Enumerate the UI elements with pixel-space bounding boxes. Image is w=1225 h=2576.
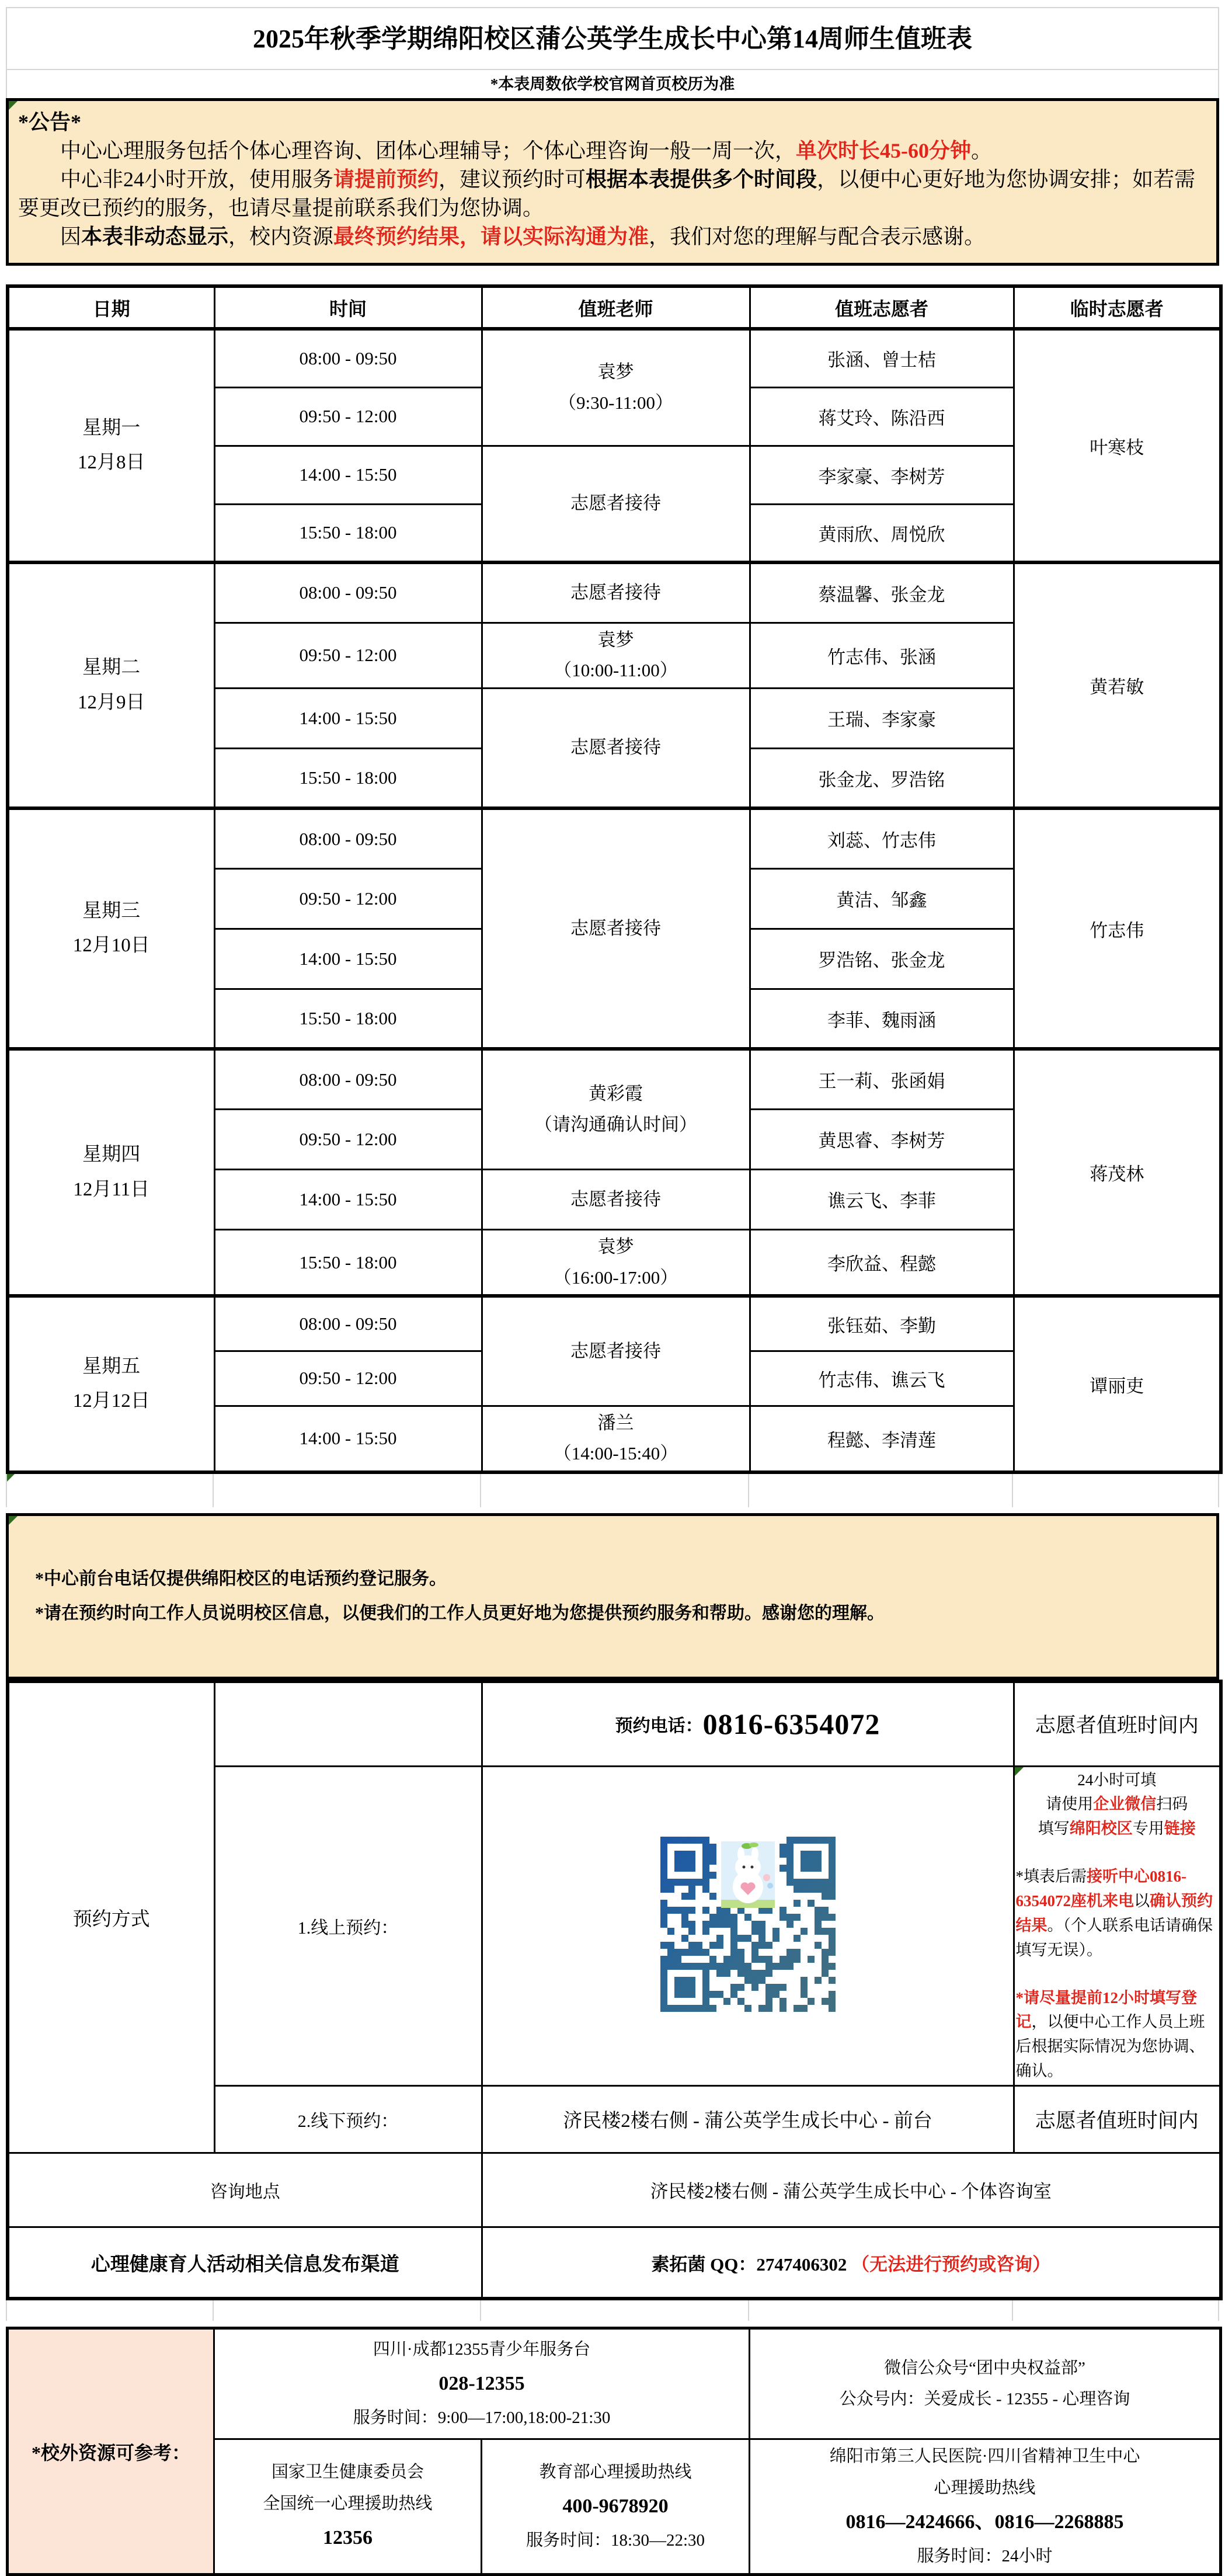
volunteers-cell: 谯云飞、李菲	[750, 1169, 1014, 1229]
day-date: 12月10日	[72, 935, 150, 957]
instruction-line	[1016, 1817, 1219, 1841]
text-segment: ，以便中心更好地为您协调安排；如若需要更改已预约的服务，也请尽量提前联系我们为您协调。	[18, 168, 1196, 220]
text-segment: 。（个人联系电话请确保填写无误）。	[1015, 1916, 1213, 1959]
text-segment: 扫码	[1156, 1795, 1188, 1813]
text-segment: 确认预约结果	[1015, 1892, 1213, 1934]
reservation-method-label: 预约方式	[8, 1681, 214, 2153]
teacher-cell	[482, 329, 750, 446]
consult-location-row	[8, 2153, 1221, 2227]
text-segment: 24小时可填	[1077, 1771, 1157, 1789]
text-segment: *填表后需	[1015, 1868, 1087, 1886]
phone-number: 0816-6354072	[702, 1708, 881, 1741]
resource-nhc-hotline	[214, 2439, 482, 2575]
text-segment: 请使用	[1046, 1795, 1094, 1813]
resource-line: 国家卫生健康委员会	[271, 2463, 424, 2482]
time-cell: 15:50 - 18:00	[214, 504, 482, 562]
teacher-cell	[482, 1406, 750, 1472]
resource-wechat-official	[750, 2328, 1221, 2439]
temp-volunteer-cell: 竹志伟	[1014, 808, 1221, 1049]
time-cell: 14:00 - 15:50	[214, 929, 482, 989]
text-segment: 本表非动态显示	[81, 225, 229, 248]
time-cell: 14:00 - 15:50	[214, 446, 482, 504]
resource-line: 公众号内：关爱成长 - 12355 - 心理咨询	[839, 2390, 1130, 2409]
phone-booking-row	[8, 1681, 1221, 1766]
text-segment: 绵阳校区	[1069, 1820, 1133, 1838]
col-header-date: 日期	[8, 286, 214, 329]
day-date: 12月12日	[72, 1390, 150, 1412]
text-segment: 接听中心0816-6354072座机来电	[1015, 1868, 1186, 1910]
text-segment: 最终预约结果，请以实际沟通为准	[333, 225, 649, 248]
availability-cell: 志愿者值班时间内	[1014, 2085, 1221, 2153]
resource-line: 028-12355	[439, 2372, 525, 2394]
volunteers-cell: 李菲、魏雨涵	[750, 989, 1014, 1049]
spacer-row	[6, 2300, 1219, 2327]
temp-volunteer-cell: 谭丽吏	[1014, 1296, 1221, 1472]
cell-note-marker	[9, 1516, 18, 1525]
resource-mianyang-hospital	[750, 2439, 1221, 2575]
announcement-paragraph	[18, 137, 1207, 165]
teacher-note: （请沟通确认时间）	[534, 1114, 697, 1135]
volunteers-cell: 竹志伟、张涵	[750, 623, 1014, 688]
resource-line: 教育部心理援助热线	[539, 2463, 692, 2482]
cell-note-marker	[1015, 1767, 1024, 1776]
teacher-name: 志愿者接待	[570, 737, 661, 758]
duty-row	[8, 1049, 1221, 1109]
duty-row	[8, 329, 1221, 387]
volunteers-cell: 刘蕊、竹志伟	[750, 808, 1014, 868]
time-cell: 08:00 - 09:50	[214, 808, 482, 868]
resource-line: 微信公众号“团中央权益部”	[884, 2358, 1085, 2377]
offline-booking-label: 2.线下预约：	[214, 2085, 482, 2153]
text-segment: ，建议预约时可	[439, 168, 586, 191]
resource-line: 全国统一心理援助热线	[263, 2494, 433, 2513]
instruction-line	[1016, 1768, 1219, 1793]
day-cell	[8, 1296, 214, 1472]
duty-row	[8, 562, 1221, 623]
gridline	[480, 2300, 481, 2321]
time-cell: 08:00 - 09:50	[214, 562, 482, 623]
text-segment: 填写	[1038, 1820, 1070, 1838]
reservation-table	[6, 1680, 1223, 2300]
resource-line: 服务时间：18:30—22:30	[526, 2530, 705, 2550]
time-cell: 09:50 - 12:00	[214, 623, 482, 688]
info-channel-label: 心理健康育人活动相关信息发布渠道	[8, 2227, 482, 2299]
col-header-teacher: 值班老师	[482, 286, 750, 329]
announcement-paragraph	[18, 223, 1207, 251]
time-cell: 14:00 - 15:50	[214, 688, 482, 748]
volunteers-cell: 王瑞、李家豪	[750, 688, 1014, 748]
volunteers-cell: 王一莉、张函娟	[750, 1049, 1014, 1109]
teacher-name: 志愿者接待	[570, 582, 661, 603]
teacher-name: 袁梦	[597, 1236, 634, 1257]
instruction-line	[1016, 1792, 1219, 1817]
external-row	[8, 2328, 1221, 2439]
phone-label: 预约电话：	[615, 1716, 703, 1736]
resource-line: 服务时间：9:00—17:00,18:00-21:30	[353, 2408, 611, 2427]
gridline	[1218, 1474, 1219, 1507]
text-segment: 以	[1134, 1892, 1150, 1910]
day-cell	[8, 808, 214, 1049]
teacher-name: 黄彩霞	[589, 1083, 643, 1104]
teacher-note: （9:30-11:00）	[558, 392, 673, 413]
day-name: 星期三	[82, 900, 141, 922]
instruction-line	[1016, 1986, 1219, 2084]
day-date: 12月11日	[73, 1179, 150, 1200]
volunteers-cell: 张涵、曾士桔	[750, 329, 1014, 387]
temp-volunteer-cell: 蒋茂林	[1014, 1049, 1221, 1296]
text-segment: 因	[60, 225, 82, 248]
online-instructions	[1016, 1768, 1219, 2084]
page-subtitle: *本表周数依学校官网首页校历为准	[6, 70, 1219, 98]
instruction-line	[1016, 1865, 1219, 1962]
volunteers-cell: 罗浩铭、张金龙	[750, 929, 1014, 989]
gridline	[748, 2300, 749, 2321]
col-header-time: 时间	[214, 286, 482, 329]
day-cell	[8, 562, 214, 808]
text-segment: ，校内资源	[228, 225, 334, 248]
duty-row	[8, 1296, 1221, 1351]
cell-note-marker	[6, 1474, 15, 1483]
teacher-cell	[482, 623, 750, 688]
time-cell: 09:50 - 12:00	[214, 1109, 482, 1169]
time-cell: 09:50 - 12:00	[214, 1351, 482, 1406]
text-segment: 单次时长45-60分钟	[796, 139, 972, 162]
volunteers-cell: 黄洁、邹鑫	[750, 868, 1014, 929]
phone-notice-line: *请在预约时向工作人员说明校区信息，以便我们的工作人员更好地为您提供预约服务和帮助。感谢您的理解。	[35, 1603, 885, 1623]
volunteers-cell: 李家豪、李树芳	[750, 446, 1014, 504]
time-cell: 09:50 - 12:00	[214, 868, 482, 929]
cell-note-marker	[9, 101, 18, 110]
online-booking-label: 1.线上预约：	[214, 1766, 482, 2085]
time-cell: 15:50 - 18:00	[214, 1229, 482, 1296]
day-name: 星期二	[82, 657, 141, 679]
resource-line: 12356	[323, 2526, 373, 2549]
time-cell: 08:00 - 09:50	[214, 1296, 482, 1351]
text-segment: 中心心理服务包括个体心理咨询、团体心理辅导；个体心理咨询一般一周一次，	[60, 139, 796, 162]
phone-notice-box	[6, 1513, 1219, 1680]
resource-line: 心理援助热线	[934, 2478, 1036, 2498]
teacher-cell	[482, 1049, 750, 1169]
time-cell: 14:00 - 15:50	[214, 1406, 482, 1472]
info-channel-row	[8, 2227, 1221, 2299]
day-date: 12月8日	[78, 452, 145, 473]
qr-cell	[482, 1766, 1014, 2085]
text-segment: 。	[971, 139, 993, 162]
time-cell: 08:00 - 09:50	[214, 329, 482, 387]
resource-moe-hotline	[482, 2439, 750, 2575]
volunteers-cell: 竹志伟、谯云飞	[750, 1351, 1014, 1406]
teacher-note: （14:00-15:40）	[553, 1443, 678, 1464]
volunteers-cell: 蒋艾玲、陈沿西	[750, 387, 1014, 446]
availability-cell: 志愿者值班时间内	[1014, 1681, 1221, 1766]
time-cell: 15:50 - 18:00	[214, 989, 482, 1049]
resource-line: 四川·成都12355青少年服务台	[373, 2340, 591, 2359]
duty-roster-table	[6, 284, 1223, 1474]
resource-line: 绵阳市第三人民医院·四川省精神卫生中心	[829, 2447, 1140, 2466]
online-instructions-cell	[1014, 1766, 1221, 2085]
volunteers-cell: 张金龙、罗浩铭	[750, 748, 1014, 808]
resource-chengdu12355	[214, 2328, 750, 2439]
announcement-box	[6, 98, 1219, 266]
phone-notice-line: *中心前台电话仅提供绵阳校区的电话预约登记服务。	[35, 1569, 447, 1589]
text-segment: 链接	[1164, 1820, 1196, 1838]
announcement-paragraph	[18, 165, 1207, 223]
gridline	[213, 2300, 214, 2321]
teacher-note: （10:00-11:00）	[554, 660, 678, 681]
text-segment: 企业微信	[1093, 1795, 1157, 1813]
day-name: 星期四	[82, 1144, 141, 1166]
gridline	[6, 1474, 7, 1507]
volunteers-cell: 黄思睿、李树芳	[750, 1109, 1014, 1169]
spacer-row	[6, 266, 1219, 284]
text-segment: 素拓菌 QQ：2747406302	[651, 2254, 852, 2275]
top-margin	[6, 0, 1219, 8]
phone-cell	[482, 1681, 1014, 1766]
empty-cell	[214, 1681, 482, 1766]
gridline	[748, 1474, 749, 1507]
gridline	[6, 2300, 7, 2321]
teacher-name: 志愿者接待	[570, 1188, 661, 1209]
volunteers-cell: 张钰茹、李勤	[750, 1296, 1014, 1351]
time-cell: 14:00 - 15:50	[214, 1169, 482, 1229]
offline-location: 济民楼2楼右侧 - 蒲公英学生成长中心 - 前台	[482, 2085, 1014, 2153]
teacher-name: 袁梦	[597, 629, 634, 650]
temp-volunteer-cell: 黄若敏	[1014, 562, 1221, 808]
teacher-name: 袁梦	[597, 361, 634, 383]
qr-code	[660, 1837, 836, 2015]
time-cell: 09:50 - 12:00	[214, 387, 482, 446]
duty-header-row	[8, 286, 1221, 329]
announcement-heading: *公告*	[18, 110, 82, 134]
consult-location-label: 咨询地点	[8, 2153, 482, 2227]
qr-mascot	[721, 1841, 775, 1908]
teacher-cell	[482, 1229, 750, 1296]
volunteers-cell: 李欣益、程懿	[750, 1229, 1014, 1296]
volunteers-cell: 黄雨欣、周悦欣	[750, 504, 1014, 562]
external-resources-label: *校外资源可参考：	[8, 2328, 214, 2575]
text-segment: 中心非24小时开放，使用服务	[60, 168, 334, 191]
teacher-cell	[482, 562, 750, 623]
teacher-name: 潘兰	[597, 1412, 634, 1433]
volunteers-cell: 程懿、李清莲	[750, 1406, 1014, 1472]
info-channel-value	[482, 2227, 1221, 2299]
time-cell: 08:00 - 09:50	[214, 1049, 482, 1109]
gridline	[213, 1474, 214, 1507]
teacher-name: 志愿者接待	[570, 918, 661, 939]
text-segment: ，我们对您的理解与配合表示感谢。	[649, 225, 986, 248]
resource-line: 服务时间：24小时	[917, 2546, 1053, 2565]
teacher-cell	[482, 1296, 750, 1406]
text-segment: ，以便中心工作人员上班后根据实际情况为您协调、确认。	[1015, 2013, 1205, 2080]
teacher-cell	[482, 688, 750, 808]
text-segment: 请提前预约	[333, 168, 439, 191]
day-name: 星期一	[82, 417, 141, 439]
gridline	[1218, 2300, 1219, 2321]
spacer-row	[6, 1474, 1219, 1513]
teacher-name: 志愿者接待	[570, 492, 661, 513]
time-cell: 15:50 - 18:00	[214, 748, 482, 808]
temp-volunteer-cell: 叶寒枝	[1014, 329, 1221, 562]
external-resources-table	[6, 2327, 1222, 2576]
page-title: 2025年秋季学期绵阳校区蒲公英学生成长中心第14周师生值班表	[6, 8, 1219, 70]
volunteers-cell: 蔡温馨、张金龙	[750, 562, 1014, 623]
resource-line: 400-9678920	[562, 2495, 669, 2517]
teacher-cell	[482, 1169, 750, 1229]
gridline	[1012, 2300, 1013, 2321]
gridline	[1012, 1474, 1013, 1507]
col-header-volunteer: 值班志愿者	[750, 286, 1014, 329]
day-cell	[8, 329, 214, 562]
teacher-note: （16:00-17:00）	[553, 1267, 678, 1288]
teacher-cell	[482, 808, 750, 1049]
teacher-cell	[482, 446, 750, 562]
day-cell	[8, 1049, 214, 1296]
text-segment: （无法进行预约或咨询）	[851, 2254, 1051, 2275]
resource-line: 0816—2424666、0816—2268885	[845, 2511, 1124, 2533]
gridline	[480, 1474, 481, 1507]
teacher-name: 志愿者接待	[570, 1340, 661, 1361]
day-date: 12月9日	[78, 691, 145, 713]
col-header-temp-volunteer: 临时志愿者	[1014, 286, 1221, 329]
text-segment: *请尽量提前12小时填写登记	[1015, 1989, 1197, 2031]
day-name: 星期五	[82, 1355, 141, 1377]
duty-row	[8, 808, 1221, 868]
text-segment: 根据本表提供多个时间段	[586, 168, 817, 191]
text-segment: 专用	[1132, 1820, 1164, 1838]
consult-location-value: 济民楼2楼右侧 - 蒲公英学生成长中心 - 个体咨询室	[482, 2153, 1221, 2227]
